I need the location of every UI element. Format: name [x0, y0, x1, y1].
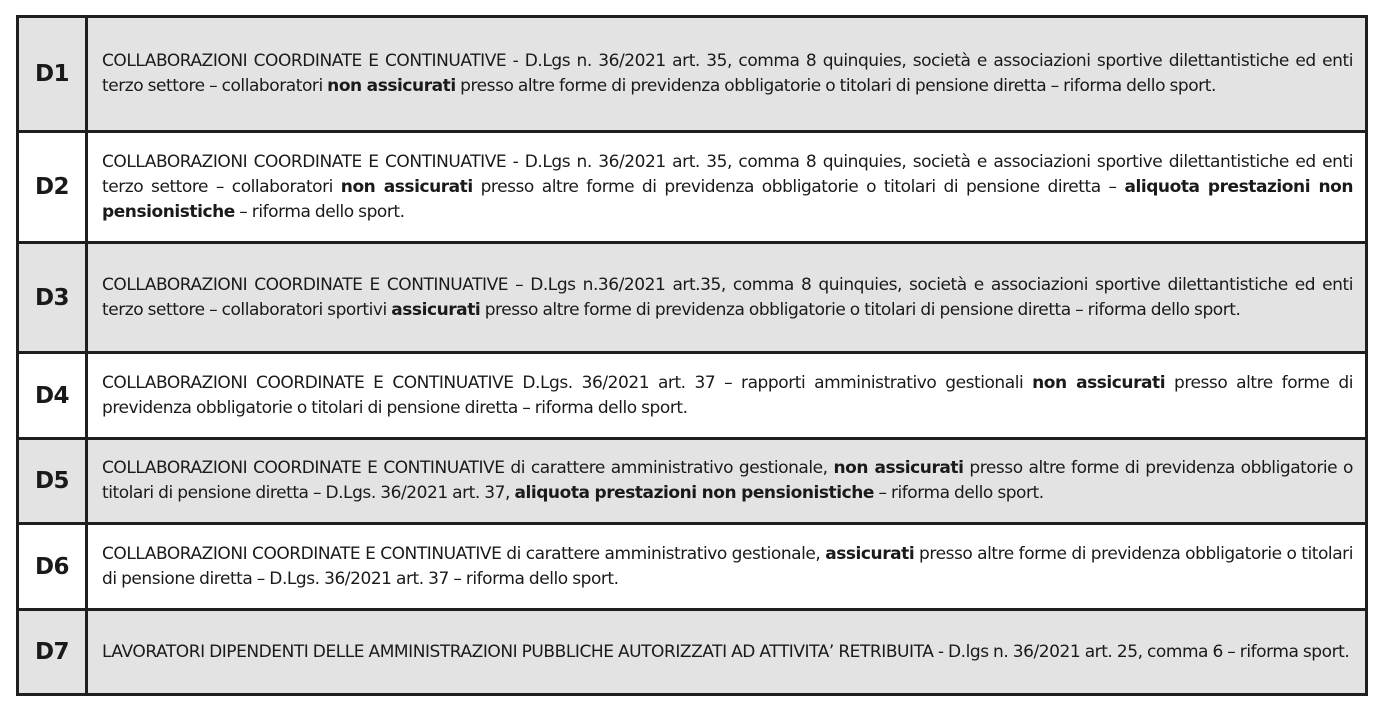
desc-text: – riforma dello sport. — [873, 483, 1044, 503]
row-description — [87, 610, 1367, 695]
codes-table — [16, 15, 1368, 696]
row-description — [87, 439, 1367, 524]
desc-text: presso altre forme di previdenza obbligatorie o titolari di pensione diretta – riforma dello sport. — [455, 76, 1216, 96]
row-code: D3 — [18, 243, 87, 353]
table-row — [18, 243, 1367, 353]
desc-text: COLLABORAZIONI COORDINATE E CONTINUATIVE - D.Lgs n. 36/2021 art. 35, comma 8 quinquies, società e associazioni sportive dilettantistiche ed enti terzo settore – collaboratori — [102, 51, 1353, 96]
desc-text: COLLABORAZIONI COORDINATE E CONTINUATIVE di carattere amministrativo gestionale, — [102, 458, 834, 478]
desc-bold-text: assicurati — [391, 299, 481, 320]
row-code: D4 — [18, 353, 87, 439]
desc-text: COLLABORAZIONI COORDINATE E CONTINUATIVE – D.Lgs n.36/2021 art.35, comma 8 quinquies, società e associazioni sportive dilettantistiche ed enti terzo settore – collaboratori sportivi — [102, 274, 1353, 320]
table-row — [18, 17, 1367, 132]
table-row — [18, 439, 1367, 524]
row-description — [87, 353, 1367, 439]
table-row — [18, 132, 1367, 243]
desc-text: presso altre forme di previdenza obbligatorie o titolari di pensione diretta – riforma dello sport. — [480, 299, 1241, 320]
desc-bold-text: non assicurati — [1032, 372, 1166, 393]
desc-text: presso altre forme di previdenza obbligatorie o titolari di pensione diretta – riforma dello sport. — [102, 372, 1354, 418]
desc-bold-text: non assicurati — [327, 76, 456, 96]
row-code: D1 — [18, 17, 87, 132]
desc-text: presso altre forme di previdenza obbligatorie o titolari di pensione diretta – D.Lgs. 36/2021 art. 37, — [102, 458, 1353, 503]
desc-text: COLLABORAZIONI COORDINATE E CONTINUATIVE di carattere amministrativo gestionale, — [102, 543, 826, 564]
row-description — [87, 132, 1367, 243]
row-code: D7 — [18, 610, 87, 695]
row-description — [87, 243, 1367, 353]
row-description — [87, 524, 1367, 610]
table-row — [18, 610, 1367, 695]
row-code: D6 — [18, 524, 87, 610]
desc-bold-text: non assicurati — [833, 458, 964, 478]
row-code: D5 — [18, 439, 87, 524]
desc-bold-text: aliquota prestazioni non pensionistiche — [102, 176, 1353, 222]
desc-bold-text: non assicurati — [340, 176, 473, 197]
row-description — [87, 17, 1367, 132]
desc-bold-text: aliquota prestazioni non pensionistiche — [514, 483, 874, 503]
table-row — [18, 524, 1367, 610]
desc-text: COLLABORAZIONI COORDINATE E CONTINUATIVE - D.Lgs n. 36/2021 art. 35, comma 8 quinquies, società e associazioni sportive dilettantistiche ed enti terzo settore – collaboratori — [102, 151, 1353, 197]
table-row — [18, 353, 1367, 439]
desc-text: presso altre forme di previdenza obbligatorie o titolari di pensione diretta – D.Lgs. 36/2021 art. 37 – riforma dello sport. — [102, 543, 1353, 589]
desc-text: LAVORATORI DIPENDENTI DELLE AMMINISTRAZIONI PUBBLICHE AUTORIZZATI AD ATTIVITA’ RETRIBUITA - D.lgs n. 36/2021 art. 25, comma 6 – riforma sport. — [102, 641, 1350, 662]
desc-bold-text: assicurati — [825, 543, 915, 564]
desc-text: – riforma dello sport. — [234, 201, 405, 222]
row-code: D2 — [18, 132, 87, 243]
desc-text: COLLABORAZIONI COORDINATE E CONTINUATIVE D.Lgs. 36/2021 art. 37 – rapporti amministrativo gestionali — [102, 372, 1033, 393]
desc-text: presso altre forme di previdenza obbligatorie o titolari di pensione diretta – — [472, 176, 1125, 197]
